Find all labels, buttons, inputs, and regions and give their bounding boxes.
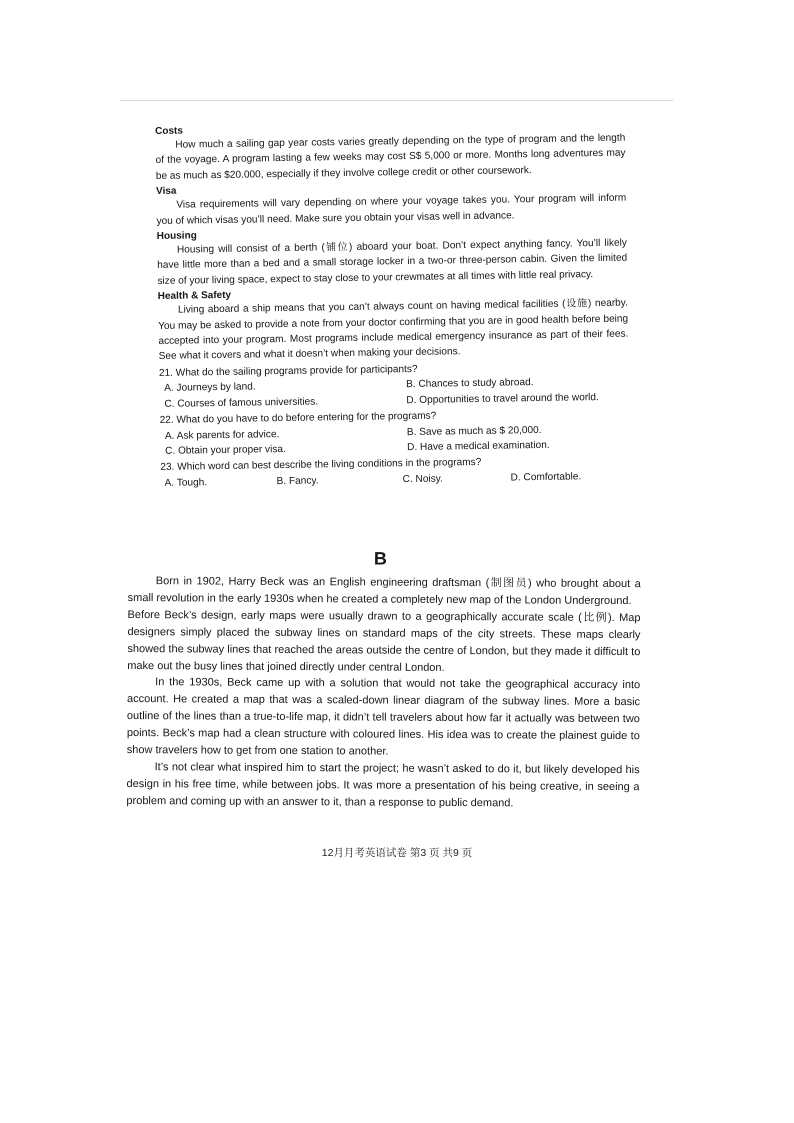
health-safety-heading: Health & Safety (157, 290, 232, 303)
housing-paragraph: Housing will consist of a berth (铺位) aboard your boat. Don’t expect anything fancy. You’ll likely have little more than a bed and a small storage locker in a two-or three-person cabin. Given the limited size of your living space, expect to stay close to your crewmates at all times with little real privacy. (157, 237, 628, 287)
housing-heading: Housing (156, 230, 197, 243)
option-b: B. Chances to study abroad. (406, 377, 534, 391)
passage-paragraph-3: In the 1930s, Beck came up with a solution that would not take the geographical accuracy into account. He created a map that was a scaled-down linear diagram of the subway lines. More a basic outline of the lines than a true-to-life map, it didn’t tell travelers about how far it actually was between two points. Beck’s map had a clean structure with coloured lines. His idea was to create the plainest guide to show travelers how to get from one station to another. (126, 676, 641, 758)
option-c: C. Courses of famous universities. (164, 396, 319, 410)
option-b: B. Save as much as $ 20,000. (406, 424, 542, 438)
option-d: D. Comfortable. (510, 471, 582, 484)
costs-heading: Costs (155, 125, 183, 137)
section-b (126, 545, 641, 813)
option-a: A. Journeys by land. (164, 381, 256, 395)
option-c: C. Noisy. (402, 473, 443, 485)
question-stem: 23. Which word can best describe the living conditions in the programs? (160, 457, 482, 474)
option-a: A. Tough. (164, 476, 208, 489)
passage-paragraph-4: It’s not clear what inspired him to start the project; he wasn’t asked to do it, but likely developed his design in his free time, while between jobs. It was more a presentation of his being creative, in seeing a problem and coming up with an answer to it, than a response to public demand. (126, 761, 640, 810)
question-22 (160, 406, 631, 460)
visa-heading: Visa (155, 185, 177, 198)
question-21 (159, 358, 630, 412)
question-stem: 22. What do you have to do before entering for the programs? (159, 410, 437, 427)
question-stem: 21. What do the sailing programs provide for participants? (158, 363, 418, 379)
option-d: D. Opportunities to travel around the world. (406, 391, 599, 406)
top-divider (120, 100, 673, 101)
section-a (155, 117, 631, 491)
option-b: B. Fancy. (276, 475, 319, 487)
option-d: D. Have a medical examination. (407, 439, 550, 453)
costs-paragraph: How much a sailing gap year costs varies greatly depending on the type of program and the length of the voyage. A program lasting a few weeks may cost S$ 5,000 or more. Months long adventures may be as much as $20.000, especially if they involve college credit or other coursework. (155, 132, 626, 182)
question-23 (160, 453, 630, 491)
visa-paragraph: Visa requirements will vary depending on where your voyage takes you. Your program will inform you of which visas you’ll need. Make sure you obtain your visas well in advance. (156, 192, 627, 227)
health-safety-paragraph: Living aboard a ship means that you can’t always count on having medical facilities (设施) nearby. You may be asked to provide a note from your doctor confirming that you are in good health before being accepted into your program. Most programs include medical emergency insurance as part of their fees. See what it covers and what it doesn’t when making your decisions. (158, 297, 629, 363)
passage-paragraph-1: Born in 1902, Harry Beck was an English engineering draftsman (制图员) who brought about a small revolution in the early 1930s when he created a completely new map of the London Underground. (127, 575, 641, 607)
passage-paragraph-2: Before Beck’s design, early maps were usually drawn to a geographically accurate scale (比例). Map designers simply placed the subway lines on standard maps of the city streets. These maps clearly showed the subway lines that reached the areas outside the centre of London, but they made it difficult to make out the busy lines that joined directly under central London. (127, 608, 641, 674)
option-a: A. Ask parents for advice. (164, 428, 280, 442)
section-b-title: B (373, 548, 387, 569)
page-footer: 12月月考英语试卷 第3 页 共9 页 (321, 847, 473, 859)
option-c: C. Obtain your proper visa. (165, 443, 286, 457)
